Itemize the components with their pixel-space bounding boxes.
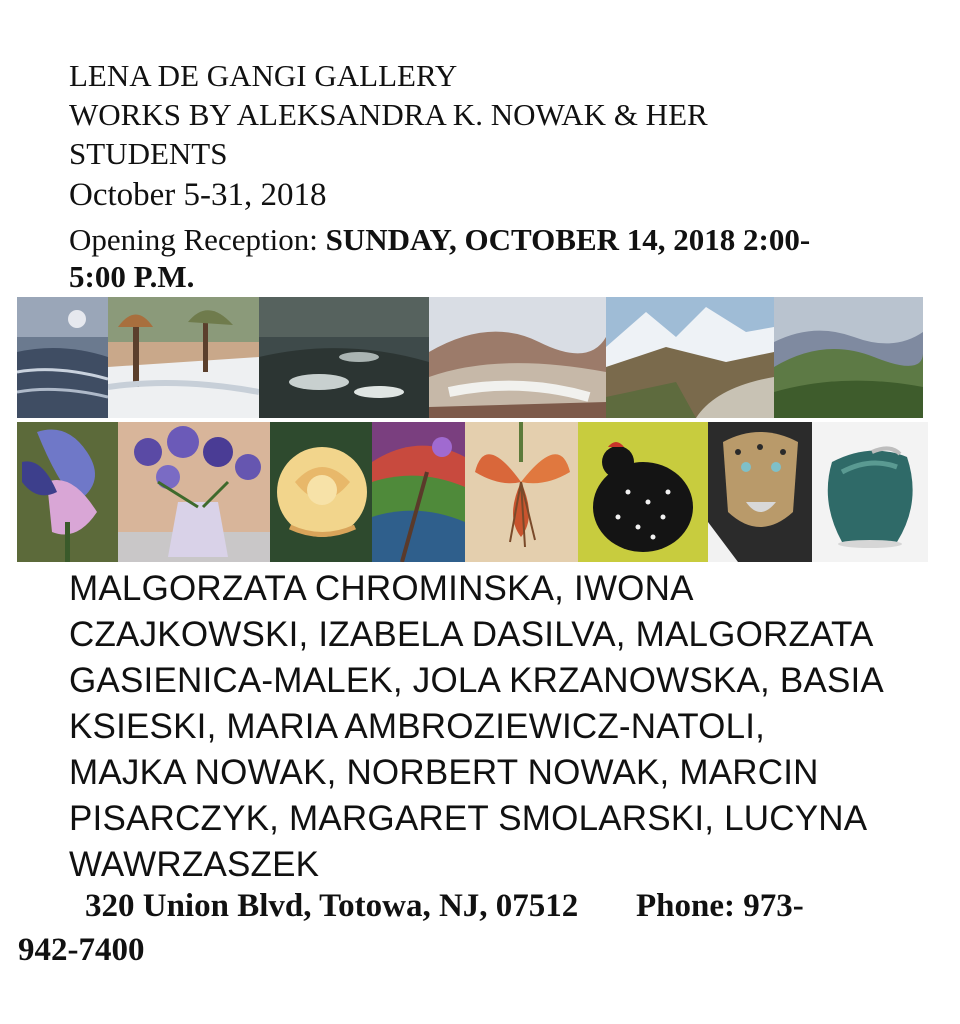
snowy-mountain-painting (606, 297, 774, 418)
phone-tail: 942-7400 (18, 932, 145, 968)
address-block (18, 884, 938, 972)
reception-time-line1: SUNDAY, OCTOBER 14, 2018 2:00- (325, 222, 811, 257)
rocky-water-painting (259, 297, 429, 418)
colorful-landscape-painting (372, 422, 465, 562)
artist-list-line: MALGORZATA CHROMINSKA, IWONA (69, 569, 694, 608)
ceramic-vase-photo (812, 422, 928, 562)
gallery-name: LENA DE GANGI GALLERY (69, 58, 458, 93)
exhibition-title-line2: STUDENTS (69, 136, 228, 171)
artwork-row-1 (17, 297, 923, 418)
yellow-rose-painting (270, 422, 372, 562)
opening-reception (69, 221, 929, 295)
hen-painting (578, 422, 708, 562)
iris-painting (17, 422, 118, 562)
artist-list-line: GASIENICA-MALEK, JOLA KRZANOWSKA, BASIA (69, 661, 884, 700)
green-hills-painting (774, 297, 923, 418)
artwork-row-2 (17, 422, 928, 562)
exhibition-dates: October 5-31, 2018 (69, 177, 327, 213)
reception-label: Opening Reception: (69, 222, 326, 257)
seascape-painting (17, 297, 108, 418)
exhibition-title-line1: WORKS BY ALEKSANDRA K. NOWAK & HER (69, 97, 708, 132)
artist-list-line: WAWRZASZEK (69, 845, 320, 884)
artist-list-line: PISARCZYK, MARGARET SMOLARSKI, LUCYNA (69, 799, 868, 838)
artist-list-line: KSIESKI, MARIA AMBROZIEWICZ-NATOLI, (69, 707, 766, 746)
valley-landscape-painting (429, 297, 606, 418)
leopard-painting (708, 422, 812, 562)
artist-list (69, 566, 949, 888)
artist-list-line: MAJKA NOWAK, NORBERT NOWAK, MARCIN (69, 753, 819, 792)
address-line: 320 Union Blvd, Totowa, NJ, 07512 Phone: 973- (85, 888, 804, 924)
lily-painting (465, 422, 578, 562)
iris-vase-painting (118, 422, 270, 562)
artist-list-line: CZAJKOWSKI, IZABELA DASILVA, MALGORZATA (69, 615, 874, 654)
snowy-trees-painting (108, 297, 259, 418)
reception-time-line2: 5:00 P.M. (69, 259, 195, 294)
